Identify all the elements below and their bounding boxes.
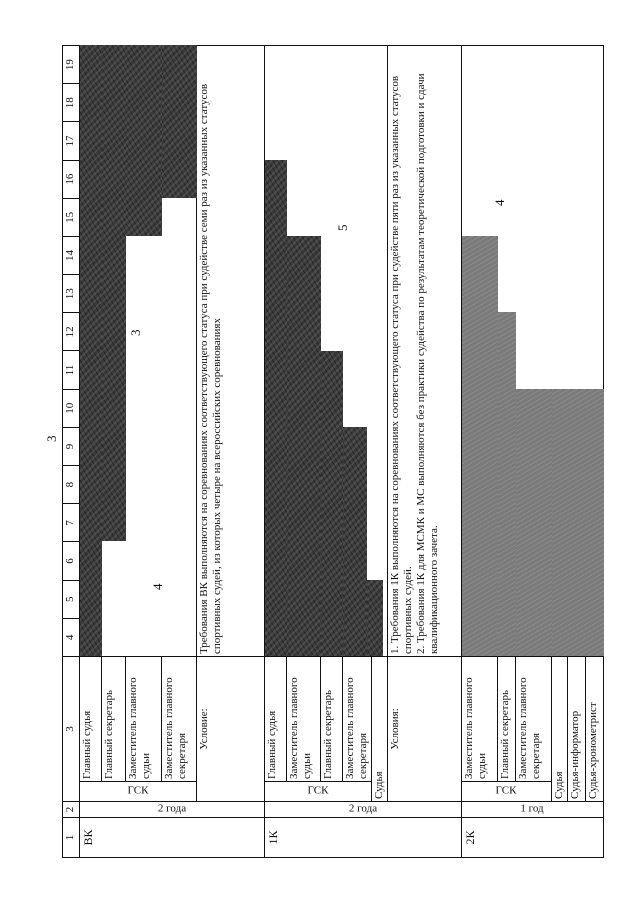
k2-shade-1 (462, 236, 498, 656)
col-header-8: 8 (63, 466, 80, 504)
requirements-table (62, 45, 604, 858)
k1-number-5: 5 (335, 224, 350, 231)
col-header-11: 11 (63, 351, 80, 389)
col-header-4: 4 (63, 618, 80, 656)
vk-grid (80, 46, 197, 657)
vk-shade-bottom (162, 45, 197, 198)
k2-position-1: Заместитель главного судьи (461, 657, 497, 782)
k2-position-3: Заместитель главного секретаря (515, 657, 551, 782)
gsk-2k: ГСК (461, 782, 551, 802)
vk-position-4: Заместитель главного секретаря (162, 657, 197, 782)
col-header-2: 2 (63, 802, 80, 818)
vk-number-3: 3 (128, 329, 143, 336)
k1-position-2: Заместитель главного судьи (287, 657, 321, 782)
k2-position-2: Главный секретарь (497, 657, 515, 782)
col-header-5: 5 (63, 580, 80, 618)
vk-position-1: Главный судья (80, 657, 102, 782)
col-header-3: 3 (63, 657, 80, 802)
vk-shade-top (80, 45, 102, 656)
k1-position-3: Главный секретарь (321, 657, 343, 782)
col-header-16: 16 (63, 160, 80, 198)
k1-position-1: Главный судья (265, 657, 287, 782)
col-header-6: 6 (63, 542, 80, 580)
k2-shade-2 (498, 312, 516, 656)
k2-position-5: Судья-информатор (567, 657, 585, 802)
k1-condition-item-2: 2. Требования 1К для МСМК и МС выполняются без практики судейства по результатам теоретической подготовки и сдачи квалификационного зачета. (414, 73, 440, 654)
col-header-12: 12 (63, 313, 80, 351)
k2-position-4: Судья (551, 657, 567, 802)
header-row (63, 46, 80, 858)
k1-condition-text (387, 46, 461, 657)
col-header-10: 10 (63, 389, 80, 427)
years-2k: 1 год (461, 802, 603, 818)
k1-shade-3 (321, 351, 343, 656)
col-header-19: 19 (63, 46, 80, 84)
vk-shade-mid (102, 45, 126, 541)
k2-shade-4 (552, 389, 604, 656)
k1-shade-2 (287, 236, 321, 656)
col-header-18: 18 (63, 84, 80, 122)
k1-shade-4 (343, 427, 367, 656)
k1-shade-5 (367, 580, 383, 656)
vk-shade-low (126, 45, 162, 236)
k1-row-1 (265, 46, 287, 858)
vk-condition-text: Требования ВК выполняются на соревнованиях соответствующего статуса при судействе семи раз из указанных статусов спортивных судей, из которых четыре на всероссийских соревнованиях (197, 46, 265, 657)
k1-condition-row (387, 46, 461, 858)
col-header-1: 1 (63, 818, 80, 858)
col-header-15: 15 (63, 198, 80, 236)
years-1k: 2 года (265, 802, 462, 818)
k2-grid (461, 46, 603, 657)
rotated-table-container (62, 46, 624, 858)
k1-condition-label: Условия: (387, 657, 461, 802)
k1-grid (265, 46, 388, 657)
vk-position-3: Заместитель главного судьи (126, 657, 162, 782)
level-2k: 2К (461, 818, 603, 858)
level-vk: ВК (80, 818, 265, 858)
k2-position-6: Судья-хронометрист (585, 657, 603, 802)
vk-position-2: Главный секретарь (102, 657, 126, 782)
gsk-1k: ГСК (265, 782, 372, 802)
vk-condition-row (197, 46, 265, 858)
k2-number-4: 4 (491, 199, 507, 206)
gsk-vk: ГСК (80, 782, 197, 802)
vk-condition-label: Условие: (197, 657, 265, 802)
col-header-17: 17 (63, 122, 80, 160)
level-1k: 1К (265, 818, 462, 858)
k1-position-5: Судья (371, 657, 387, 802)
page-number: 3 (44, 435, 59, 442)
col-header-9: 9 (63, 427, 80, 465)
years-vk: 2 года (80, 802, 265, 818)
col-header-14: 14 (63, 236, 80, 274)
k2-shade-3 (516, 389, 552, 656)
k1-shade-1 (265, 160, 287, 656)
col-header-7: 7 (63, 504, 80, 542)
k1-condition-item-1: 1. Требования 1К выполняются на соревнованиях соответствующего статуса при судействе пяти раз из указанных статусов спортивных судей. (388, 75, 414, 654)
k2-row-1 (461, 46, 497, 858)
vk-number-4: 4 (150, 583, 165, 590)
col-header-13: 13 (63, 275, 80, 313)
k1-position-4: Заместитель главного секретаря (343, 657, 372, 782)
vk-row-1 (80, 46, 102, 858)
